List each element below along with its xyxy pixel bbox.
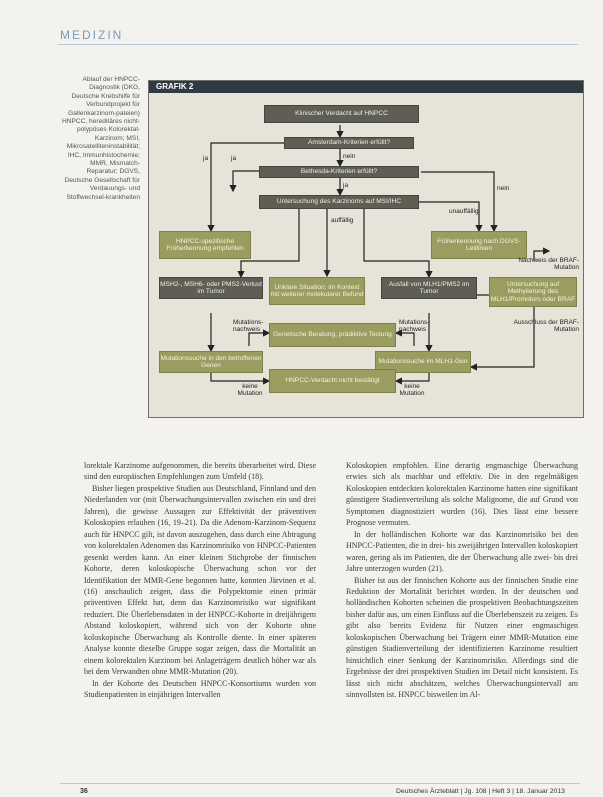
box-genetic-counsel: Genetische Beratung, prädiktive Testung [269, 323, 396, 347]
label-ja-mid: ja [343, 182, 349, 189]
paragraph: Bisher ist aus der finnischen Kohorte aus der finnischen Studie eine Reduktion der Mortalität berichtet worden. In der deutschen und holländischen Kohorten scheinen die prospektiven Beobachtungszeiten bisher dafür aus, um einen Einfluss auf die Überlebenszeit zu zeigen. Es gibt also bereits Evidenz für Nutzen einer engmaschigen koloskopischen Überwachung bei Trägern einer MMR-Mutation eine günstigen Stadienverteilung der identifizierten Karzinome resultiert hinsichtlich einer Senkung der Karzinomrisiko. Allerdings sind die Ergebnisse der drei prospektiven Studien im Detail nicht konsistent. Es lässt sich nicht abschätzen, welches Überwachungsintervall am sinnvollsten ist. HNPCC bisweilen im Al- [346, 575, 578, 700]
arrow-msi-right [364, 209, 429, 277]
arrow-mutsearch-left-genetic [249, 333, 269, 346]
box-mutsearch-right: Mutationssuche im MLH1-Gen [375, 351, 471, 373]
body-column-left [84, 460, 316, 701]
box-mlh1-loss: Ausfall von MLH1/PMS2 im Tumor [381, 277, 477, 299]
arrow-amsterdam-ja [211, 143, 284, 231]
section-label: MEDIZIN [60, 28, 124, 42]
label-mutation-left: Mutations-nachweis [233, 319, 264, 334]
label-nein-1: nein [343, 153, 356, 160]
flowchart-figure [148, 80, 584, 418]
label-nein-2: nein [497, 185, 510, 192]
figure-title: GRAFIK 2 [156, 82, 194, 91]
box-bethesda: Bethesda-Kriterien erfüllt? [259, 166, 419, 178]
label-ja-left2: ja [231, 155, 237, 162]
header-rule [58, 44, 578, 45]
label-no-mutation-left: keine Mutation [237, 383, 263, 398]
box-suspicion: Klinischer Verdacht auf HNPCC [264, 105, 419, 123]
box-mutsearch-left: Mutationssuche in den betroffenen Genen [159, 351, 263, 373]
arrow-left-nomutation [211, 373, 269, 381]
body-column-right [346, 460, 578, 701]
box-not-confirmed: HNPCC-Verdacht nicht bestätigt [269, 369, 396, 393]
box-general-screening: Früherkennung nach DGVS-Leitlinien [431, 231, 527, 259]
box-msh-loss: MSH2-, MSH6- oder PMS2-Verlust im Tumor [159, 277, 263, 299]
label-braf-detected: Nachweis der BRAF-Mutation [518, 257, 579, 272]
paragraph: lorektale Karzinome aufgenommen, die bereits überarbeitet wird. Diese sind den europäischen Empfehlungen zum Umfeld (18). [84, 461, 316, 482]
paragraph: In der holländischen Kohorte war das Karzinomrisiko bei den HNPCC-Patienten, die in drei- bis zweijährigen Intervallen koloskopiert waren, gering als im Patienten, die der Überwachung alle zwei- bis drei Jahre unterzogen wurden (21). [346, 529, 578, 574]
arrow-right-nomutation [396, 373, 429, 381]
arrow-braf-excluded [471, 307, 534, 367]
page-number: 36 [80, 788, 88, 795]
journal-citation: Deutsches Ärzteblatt | Jg. 108 | Heft 3 | 18. Januar 2013 [396, 788, 565, 795]
label-ja-left: ja [203, 155, 209, 162]
label-no-mutation-right: keine Mutation [399, 383, 425, 398]
arrow-msi-unauffaellig [419, 202, 479, 231]
box-braf: Untersuchung auf Methylierung des MLH1/Promotors oder BRAF [489, 277, 577, 307]
label-braf-excluded: Ausschluss der BRAF-Mutation [513, 319, 579, 334]
paragraph: In der Kohorte des Deutschen HNPCC-Konsortiums wurden von Studienpatienten in einjährigen Intervallen [84, 678, 316, 700]
box-amsterdam: Amsterdam-Kriterien erfüllt? [284, 137, 414, 149]
box-unclear: Unklare Situation: im Kontext mit weiterer molekularer Befund [269, 277, 365, 305]
arrow-bethesda-ja-left [233, 171, 259, 191]
arrow-mutsearch-right-genetic [396, 333, 414, 346]
label-unauffaellig: unauffällig [449, 208, 479, 215]
paragraph: Bisher liegen prospektive Studien aus Deutschland, Finnland und den Niederlanden vor (mit Überwachungsintervallen zwischen ein und drei Jahren), die gewisse Aussagen zur Effektivität der präventiven Koloskopien erlauben (16, 19–21). Da die Adenom-Karzinom-Sequenz auch für HNPCC gilt, ist davon auszugehen, dass durch eine Abtragung von kolorektalen Adenomen das Karzinomrisiko von HNPCC-Patienten gesenkt werden kann. An einer kleinen Stichprobe der finnischen Kohorte, deren koloskopische Überwachung schon vor der Identifikation der MMR-Gene begonnen hatte, konnten Järvinen et al. (16) anschaulich zeigen, dass die Polypektomie einen primär präventiven Effekt hat, denn das Karzinomrisiko war signifikant reduziert. Die Überlebensdaten in der HNPCC-Kohorte in dreijährigem Abstand koloskopiert, während sich von der Kohorte ohne koloskopische Überwachung als Kontrolle diente. In einer späteren Analyse konnte dieselbe Gruppe sogar zeigen, dass die Mortalität an einem kolorektalen Karzinom bei Anlageträgern deutlich höher war als bei dem Verwandten ohne MMR-Mutation (20). [84, 483, 316, 677]
paragraph: Koloskopien empfohlen. Eine derartig engmaschige Überwachung erwies sich als machbar und effektiv. Die in den regelmäßigen Koloskopien entdeckten kolorektalen Karzinome hatten eine signifikant günstigere Stadienverteilung als solche Malignome, die auf Grund von Symptomen diagnostiziert wurden (16). Dies lässt eine bessere Prognose vermuten. [346, 461, 578, 528]
label-auffaellig: auffällig [331, 217, 354, 224]
box-msi-ihc: Untersuchung des Karzinoms auf MSI/IHC [259, 195, 419, 209]
footer-rule [60, 783, 580, 784]
box-hnpcc-specific: HNPCC-spezifische Früherkennung empfehlen [159, 231, 251, 259]
label-mutation-right: Mutations-nachweis [399, 319, 430, 334]
figure-caption: Ablauf der HNPCC-Diagnostik (DKG, Deutsche Krebshilfe für Verbundprojekt für Gallenkarzinom-pateien) HNPCC, hereditäres nicht-polypöses Kolorektal-Karzinom; MSI, Mikrosatelliteninstabilität; IHC, Immunhistochemie; MMR, Mismatch-Reparatur; DGVS, Deutsche Gesellschaft für Verdauungs- und Stoffwechsel-krankheiten [61, 76, 140, 201]
